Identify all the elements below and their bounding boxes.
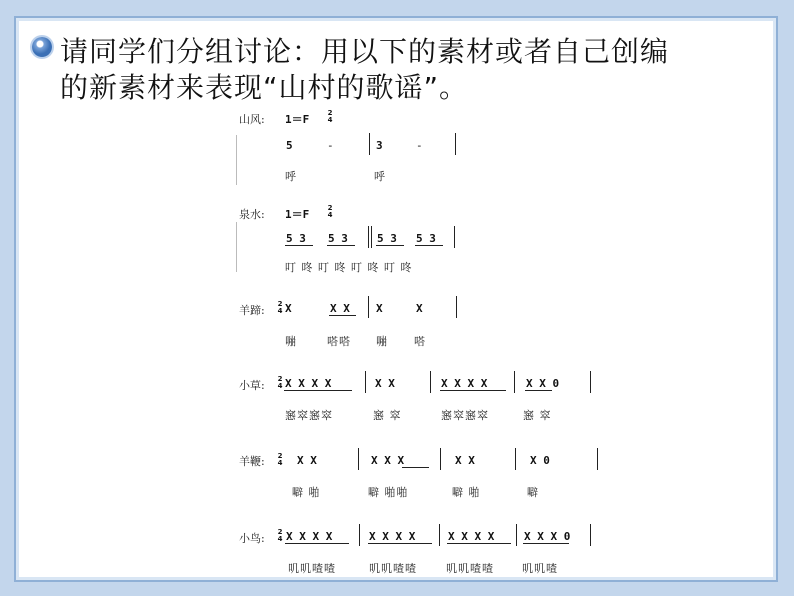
- barline: [368, 296, 369, 318]
- section-label-xiaocao: 小草:: [239, 379, 265, 392]
- note: X X 0: [526, 377, 560, 390]
- lyric: 嘣: [285, 335, 297, 348]
- key-signature: 1＝F: [285, 113, 310, 126]
- lyric: 噼 啪啪: [368, 486, 409, 499]
- underline: [376, 245, 404, 246]
- lyric: 呼: [285, 170, 297, 183]
- underline: [415, 245, 443, 246]
- heading-line-1: 请同学们分组讨论：用以下的素材或者自己创编: [60, 35, 670, 68]
- note: X X X X: [285, 377, 332, 390]
- barline: [597, 448, 598, 470]
- lyric: 窸 窣: [523, 409, 552, 422]
- lyric: 嗒: [414, 335, 426, 348]
- barline: [454, 226, 455, 248]
- underline: [284, 390, 352, 391]
- note: X X X X: [441, 377, 488, 390]
- barline: [359, 524, 360, 546]
- underline: [440, 390, 506, 391]
- note: 3: [376, 139, 383, 152]
- barline: [365, 371, 366, 393]
- score-margin-line: [236, 222, 237, 272]
- barline: [439, 524, 440, 546]
- underline: [327, 245, 355, 246]
- underline: [368, 543, 432, 544]
- note: X: [376, 302, 383, 315]
- key-signature: 1＝F: [285, 208, 310, 221]
- lyric: 叽叽喳: [522, 562, 558, 575]
- underline: [402, 467, 429, 468]
- note: -: [327, 139, 334, 152]
- underline: [285, 543, 349, 544]
- note: X: [285, 302, 292, 315]
- lyric: 叽叽喳喳: [369, 562, 417, 575]
- lyric: 叽叽喳喳: [288, 562, 336, 575]
- lyric: 窸窣窸窣: [285, 409, 333, 422]
- note: X X X X: [286, 530, 333, 543]
- underline: [329, 315, 356, 316]
- note: X X X: [371, 454, 405, 467]
- note: X X: [455, 454, 475, 467]
- underline: [523, 543, 569, 544]
- lyric: 窸 窣: [373, 409, 402, 422]
- barline: [514, 371, 515, 393]
- lyric: 噼 啪: [452, 486, 481, 499]
- barline: [440, 448, 441, 470]
- barline: [455, 133, 456, 155]
- note: 5 3: [286, 232, 306, 245]
- note: X X X X: [369, 530, 416, 543]
- barline: [590, 371, 591, 393]
- time-signature: 2 4: [277, 300, 283, 315]
- barline: [456, 296, 457, 318]
- lyric: 叽叽喳喳: [446, 562, 494, 575]
- lyric: 呼: [374, 170, 386, 183]
- note: X: [416, 302, 423, 315]
- note: X X X 0: [524, 530, 571, 543]
- time-signature: 2 4: [277, 528, 283, 543]
- section-label-yangbian: 羊鞭:: [239, 455, 265, 468]
- note: X X: [297, 454, 317, 467]
- lyric: 噼: [527, 486, 539, 499]
- section-label-yangti: 羊蹄:: [239, 304, 265, 317]
- underline: [447, 543, 511, 544]
- time-signature: 2 4: [277, 375, 283, 390]
- note: -: [416, 139, 423, 152]
- note: X X: [375, 377, 395, 390]
- score-margin-line: [236, 135, 237, 185]
- note: 5 3: [377, 232, 397, 245]
- time-signature: 2 4: [277, 452, 283, 467]
- time-signature: 2 4: [327, 204, 333, 219]
- time-signature: 2 4: [327, 109, 333, 124]
- note: X X X X: [448, 530, 495, 543]
- barline: [515, 448, 516, 470]
- lyric: 噼 啪: [292, 486, 321, 499]
- note: 5: [286, 139, 293, 152]
- heading-line-2: 的新素材来表现“山村的歌谣”。: [60, 71, 469, 104]
- bullet-icon: [32, 37, 52, 57]
- barline: [430, 371, 431, 393]
- underline: [525, 390, 552, 391]
- underline: [285, 245, 313, 246]
- section-label-quanshui: 泉水:: [239, 208, 265, 221]
- barline: [368, 226, 369, 248]
- section-label-xiaoniao: 小鸟:: [239, 532, 265, 545]
- lyric: 叮 咚 叮 咚 叮 咚 叮 咚: [285, 261, 413, 274]
- lyric: 窸窣窸窣: [441, 409, 489, 422]
- barline: [371, 226, 372, 248]
- lyric: 嗒嗒: [327, 335, 351, 348]
- barline: [358, 448, 359, 470]
- barline: [369, 133, 370, 155]
- barline: [590, 524, 591, 546]
- note: X X: [330, 302, 350, 315]
- lyric: 嘣: [376, 335, 388, 348]
- note: X 0: [530, 454, 550, 467]
- section-label-shanfeng: 山风:: [239, 113, 265, 126]
- note: 5 3: [328, 232, 348, 245]
- note: 5 3: [416, 232, 436, 245]
- barline: [516, 524, 517, 546]
